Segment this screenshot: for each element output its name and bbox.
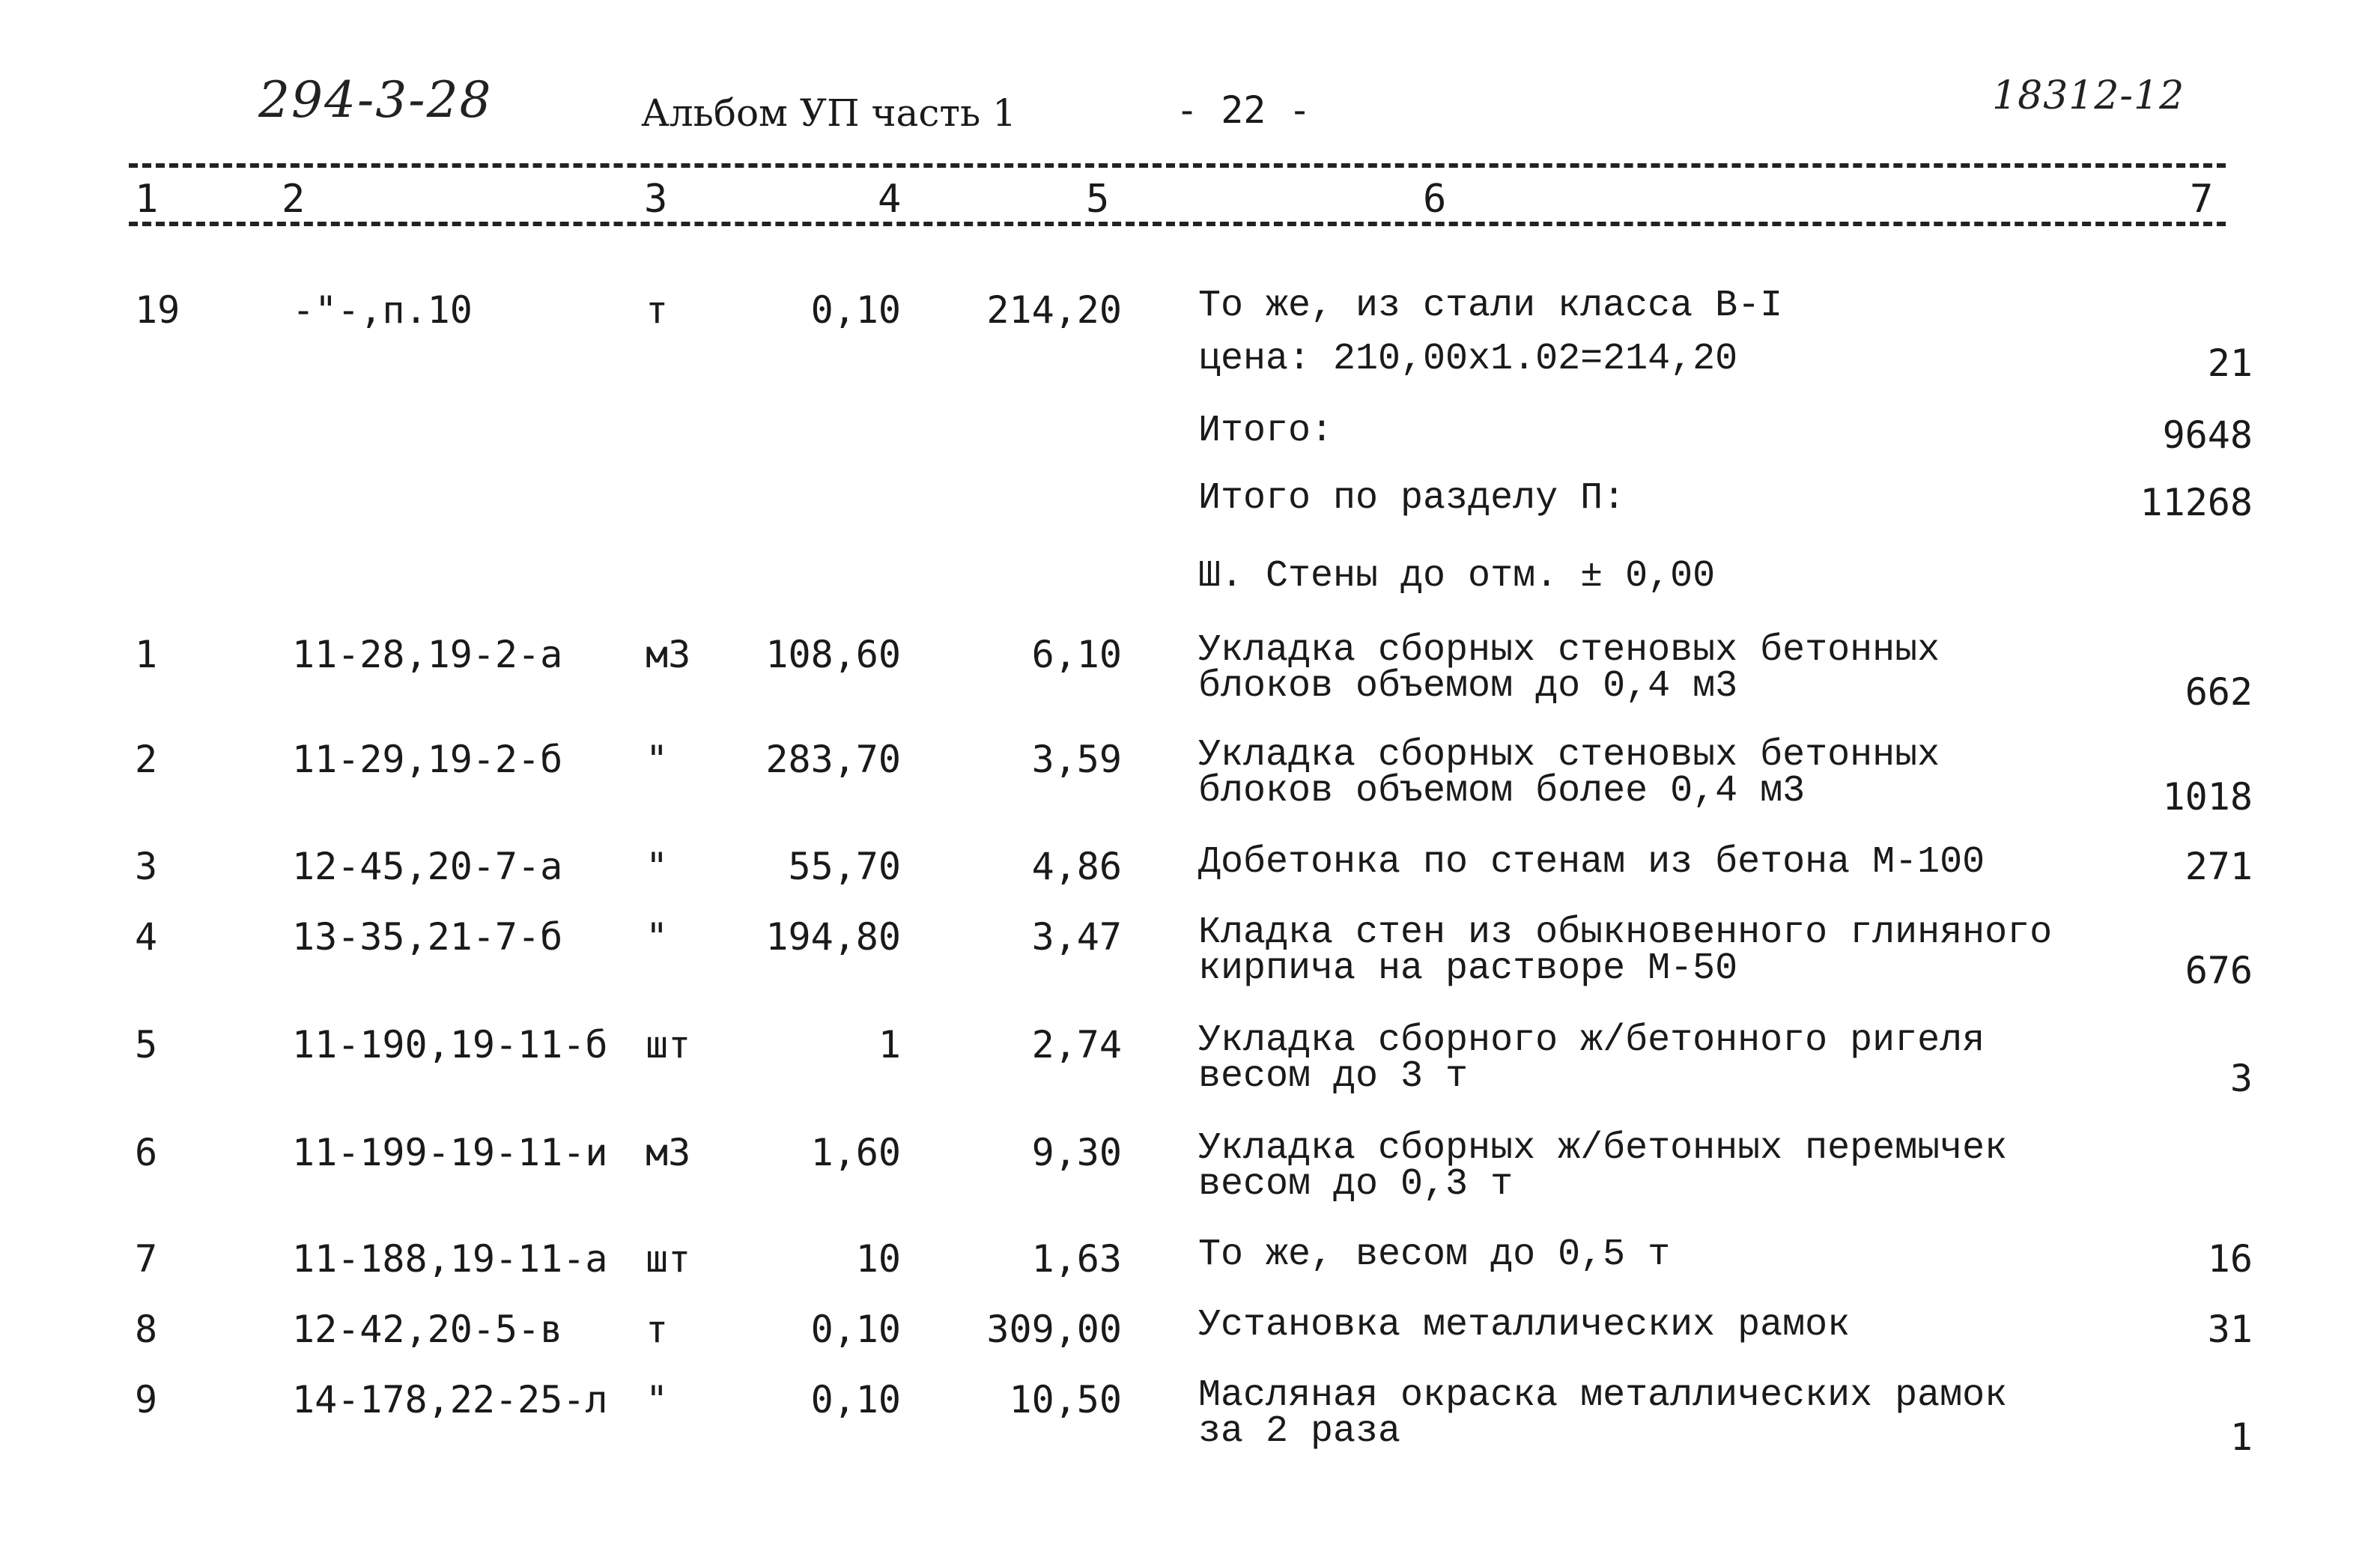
row-total: 1018 <box>2162 775 2253 819</box>
row-number: 3 <box>135 845 158 888</box>
row-description: То же, весом до 0,5 т <box>1198 1233 1671 1276</box>
row-number: 8 <box>135 1308 158 1351</box>
page-number: - 22 - <box>1176 88 1311 132</box>
column-number-6: 6 <box>1420 177 1449 222</box>
row-total: 21 <box>2207 342 2253 385</box>
sheet-code-handwritten: 18312-12 <box>1992 73 2185 118</box>
section-total-value: 11268 <box>2140 481 2253 524</box>
row-price: 4,86 <box>1031 845 1122 888</box>
row-code: 14-178,22-25-л <box>292 1378 608 1421</box>
row-number: 9 <box>135 1378 158 1421</box>
album-title: Альбом УП часть 1 <box>641 91 1016 135</box>
row-quantity: 194,80 <box>765 915 901 959</box>
column-number-7: 7 <box>2187 177 2216 222</box>
row-number: 6 <box>135 1131 158 1174</box>
row-description: Укладка сборных стеновых бетонных блоков объемом более 0,4 м3 <box>1198 734 1940 813</box>
column-number-4: 4 <box>875 177 904 222</box>
row-code: 11-188,19-11-а <box>292 1237 608 1281</box>
row-total: 16 <box>2207 1237 2253 1281</box>
row-price: 9,30 <box>1031 1131 1122 1174</box>
row-description: Установка металлических рамок <box>1198 1304 1851 1347</box>
row-quantity: 10 <box>855 1237 901 1281</box>
row-code: 11-190,19-11-б <box>292 1023 608 1066</box>
row-price: 3,59 <box>1031 738 1122 781</box>
row-quantity: 108,60 <box>765 633 901 676</box>
itogo-value: 9648 <box>2162 413 2253 457</box>
doc-code-handwritten: 294-3-28 <box>258 71 493 129</box>
section-title: Ш. Стены до отм. ± 0,00 <box>1198 555 1716 598</box>
row-code: 11-28,19-2-а <box>292 633 563 676</box>
row-quantity: 1 <box>878 1023 901 1066</box>
row-unit: м3 <box>646 633 691 676</box>
row-total: 3 <box>2229 1057 2253 1100</box>
row-price: 6,10 <box>1031 633 1122 676</box>
row-number: 4 <box>135 915 158 959</box>
row-description: Укладка сборных стеновых бетонных блоков объемом до 0,4 м3 <box>1198 629 1940 708</box>
row-number: 19 <box>135 288 180 332</box>
row-number: 1 <box>135 633 158 676</box>
row-total: 31 <box>2207 1308 2253 1351</box>
row-unit: " <box>646 1378 669 1421</box>
column-number-2: 2 <box>279 177 308 222</box>
row-description: Укладка сборного ж/бетонного ригеля весом до 3 т <box>1198 1019 1985 1098</box>
row-number: 5 <box>135 1023 158 1066</box>
row-code: 12-45,20-7-а <box>292 845 563 888</box>
row-code: -"-,п.10 <box>292 288 473 332</box>
column-number-5: 5 <box>1083 177 1112 222</box>
row-quantity: 0,10 <box>810 1308 901 1351</box>
row-code: 12-42,20-5-в <box>292 1308 563 1351</box>
row-description: Укладка сборных ж/бетонных перемычек весом до 0,3 т <box>1198 1127 2008 1206</box>
row-description: То же, из стали класса В-I <box>1198 285 1783 327</box>
column-number-3: 3 <box>641 177 670 222</box>
row-code: 13-35,21-7-б <box>292 915 563 959</box>
itogo-label: Итого: <box>1198 410 1334 452</box>
row-total: 662 <box>2185 670 2253 714</box>
row-price: 214,20 <box>986 288 1122 332</box>
row-quantity: 1,60 <box>810 1131 901 1174</box>
row-code: 11-29,19-2-б <box>292 738 563 781</box>
header-divider-top <box>129 163 2226 168</box>
row-unit: шт <box>646 1023 691 1066</box>
row-price: 3,47 <box>1031 915 1122 959</box>
row-description: Добетонка по стенам из бетона М-100 <box>1198 841 1985 884</box>
row-total: 1 <box>2229 1415 2253 1459</box>
header-divider-bottom <box>129 222 2226 226</box>
section-total-label: Итого по разделу П: <box>1198 477 1626 520</box>
column-number-1: 1 <box>132 177 161 222</box>
row-unit: т <box>646 288 669 332</box>
row-unit: " <box>646 738 669 781</box>
row-quantity: 283,70 <box>765 738 901 781</box>
row-unit: " <box>646 915 669 959</box>
row-price: 10,50 <box>1009 1378 1122 1421</box>
row-quantity: 0,10 <box>810 1378 901 1421</box>
row-description: Масляная окраска металлических рамок за 2 раза <box>1198 1374 2008 1453</box>
row-price: 1,63 <box>1031 1237 1122 1281</box>
row-number: 7 <box>135 1237 158 1281</box>
row-description-price-calc: цена: 210,00х1.02=214,20 <box>1198 338 1738 380</box>
row-quantity: 55,70 <box>788 845 901 888</box>
row-unit: шт <box>646 1237 691 1281</box>
row-description: Кладка стен из обыкновенного глиняного кирпича на растворе М-50 <box>1198 911 2053 990</box>
row-quantity: 0,10 <box>810 288 901 332</box>
row-price: 2,74 <box>1031 1023 1122 1066</box>
row-unit: м3 <box>646 1131 691 1174</box>
row-code: 11-199-19-11-и <box>292 1131 608 1174</box>
row-unit: " <box>646 845 669 888</box>
row-total: 676 <box>2185 949 2253 992</box>
row-unit: т <box>646 1308 669 1351</box>
row-price: 309,00 <box>986 1308 1122 1351</box>
row-number: 2 <box>135 738 158 781</box>
row-total: 271 <box>2185 845 2253 888</box>
